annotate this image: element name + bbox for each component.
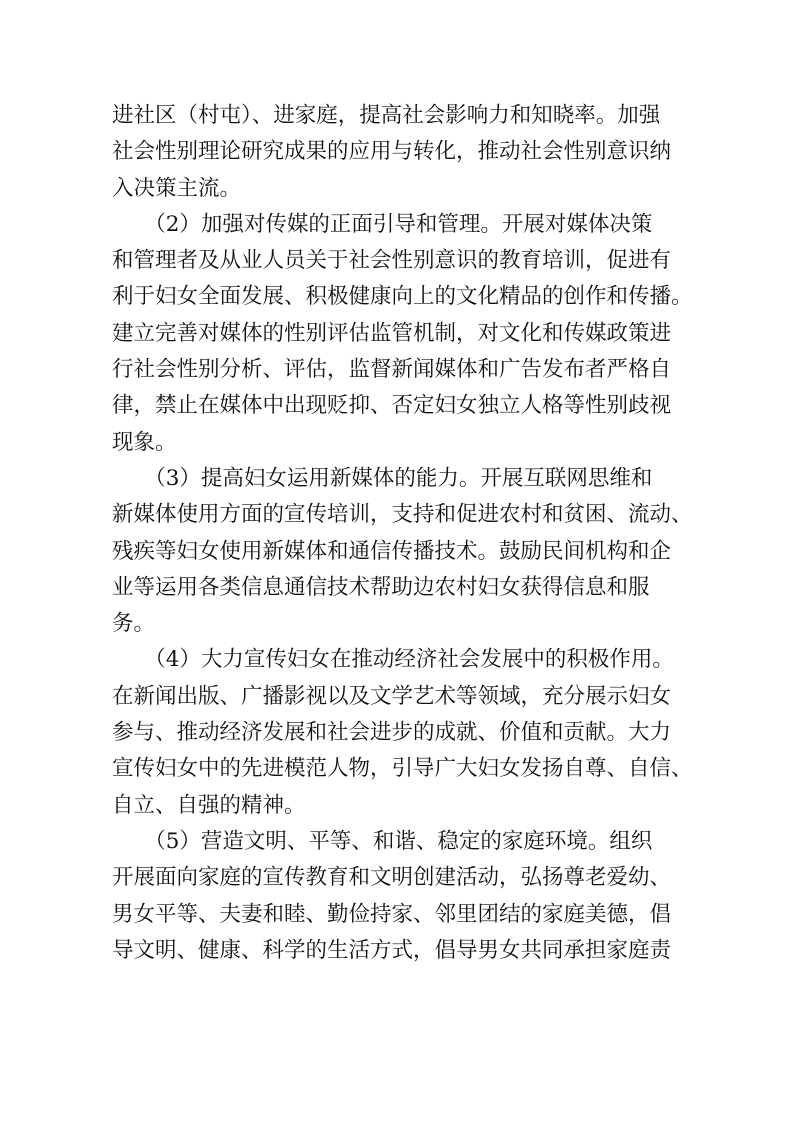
text-line: 新媒体使用方面的宣传培训，支持和促进农村和贫困、流动、 — [112, 502, 693, 528]
text-line: 利于妇女全面发展、积极健康向上的文化精品的创作和传播。 — [112, 284, 693, 310]
text-line: 在新闻出版、广播影视以及文学艺术等领域，充分展示妇女 — [112, 683, 672, 709]
text-line: 进社区（村屯）、进家庭，提高社会影响力和知晓率。加强 — [112, 103, 661, 128]
text-line: 行社会性别分析、评估，监督新闻媒体和广告发布者严格自 — [112, 357, 672, 383]
paragraph-item-3 — [112, 461, 692, 642]
paragraph-continuation — [112, 98, 692, 207]
text-line: 业等运用各类信息通信技术帮助边农村妇女获得信息和服 — [112, 574, 650, 600]
paragraph-item-4 — [112, 642, 692, 823]
paragraph-item-2 — [112, 207, 692, 461]
text-line: 律，禁止在媒体中出现贬抑、否定妇女独立人格等性别歧视 — [112, 393, 672, 419]
text-line: 社会性别理论研究成果的应用与转化，推动社会性别意识纳 — [112, 139, 672, 165]
text-line: （2）加强对传媒的正面引导和管理。开展对媒体决策 — [112, 211, 653, 237]
text-line: 自立、自强的精神。 — [112, 792, 306, 818]
text-line: （5）营造文明、平等、和谐、稳定的家庭环境。组织 — [112, 828, 653, 854]
text-line: 宣传妇女中的先进模范人物，引导广大妇女发扬自尊、自信、 — [112, 756, 693, 782]
text-line: 建立完善对媒体的性别评估监管机制，对文化和传媒政策进 — [112, 320, 672, 346]
text-line: 导文明、健康、科学的生活方式，倡导男女共同承担家庭责 — [112, 937, 672, 963]
text-line: 男女平等、夫妻和睦、勤俭持家、邻里团结的家庭美德，倡 — [112, 901, 672, 927]
text-line: 和管理者及从业人员关于社会性别意识的教育培训，促进有 — [112, 248, 672, 274]
text-line: 残疾等妇女使用新媒体和通信传播技术。鼓励民间机构和企 — [112, 538, 672, 564]
paragraph-item-5 — [112, 824, 692, 969]
text-line: （4）大力宣传妇女在推动经济社会发展中的积极作用。 — [112, 647, 674, 673]
text-line: 参与、推动经济发展和社会进步的成就、价值和贡献。大力 — [112, 720, 672, 746]
text-line: 开展面向家庭的宣传教育和文明创建活动，弘扬尊老爱幼、 — [112, 865, 672, 891]
text-line: （3）提高妇女运用新媒体的能力。开展互联网思维和 — [112, 465, 653, 491]
text-line: 务。 — [112, 611, 156, 637]
text-line: 入决策主流。 — [112, 175, 242, 201]
text-line: 现象。 — [112, 429, 177, 455]
document-body — [112, 98, 692, 969]
